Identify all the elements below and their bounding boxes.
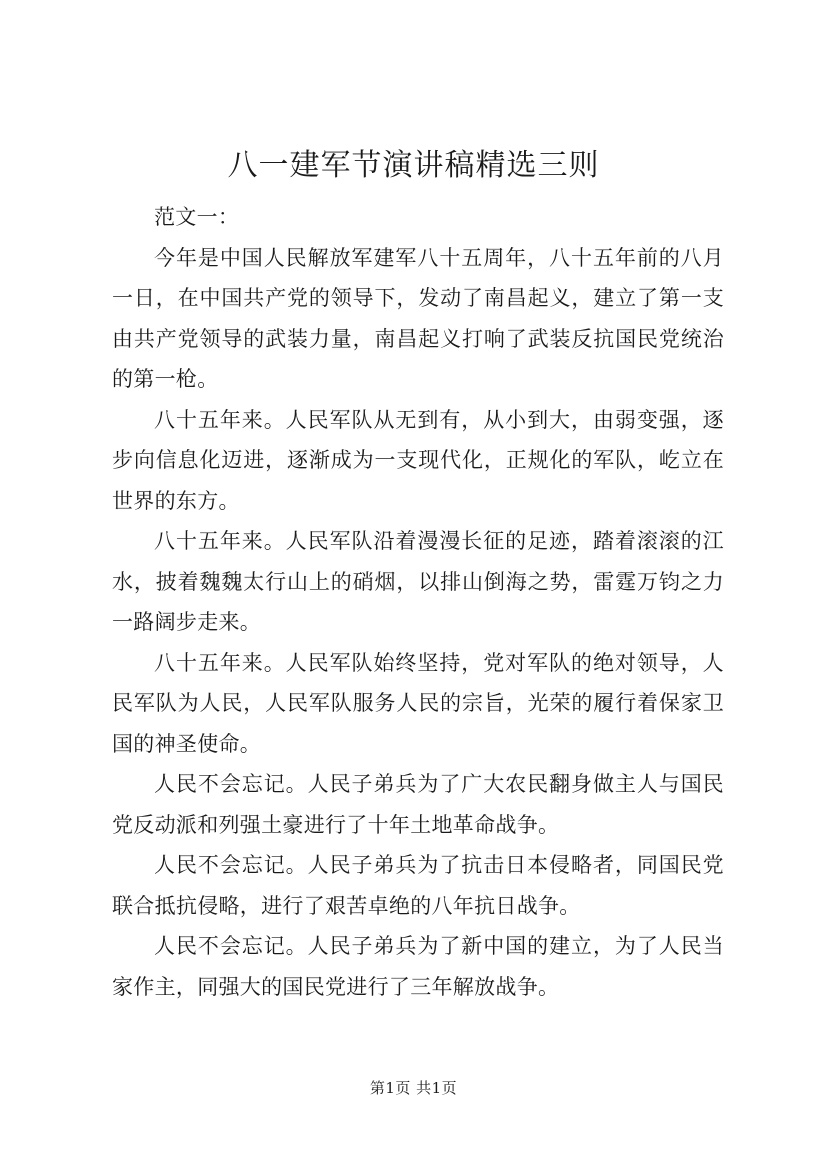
paragraph: 八十五年来。人民军队始终坚持，党对军队的绝对领导，人民军队为人民，人民军队服务人民的宗旨，光荣的履行着保家卫国的神圣使命。 xyxy=(112,650,724,756)
paragraph: 八十五年来。人民军队沿着漫漫长征的足迹，踏着滚滚的江水，披着魏魏太行山上的硝烟，以排山倒海之势，雷霆万钧之力一路阔步走来。 xyxy=(112,529,724,634)
paragraph-heading: 范文一： xyxy=(154,205,240,229)
document-body xyxy=(112,197,724,1007)
paragraph: 八十五年来。人民军队从无到有，从小到大，由弱变强，逐步向信息化迈进，逐渐成为一支现代化，正规化的军队，屹立在世界的东方。 xyxy=(112,407,724,513)
paragraph: 人民不会忘记。人民子弟兵为了新中国的建立，为了人民当家作主，同强大的国民党进行了三年解放战争。 xyxy=(112,934,724,999)
page-footer: 第1页 共1页 xyxy=(369,1079,458,1097)
paragraph: 人民不会忘记。人民子弟兵为了抗击日本侵略者，同国民党联合抵抗侵略，进行了艰苦卓绝的八年抗日战争。 xyxy=(112,853,724,918)
paragraph: 人民不会忘记。人民子弟兵为了广大农民翻身做主人与国民党反动派和列强土豪进行了十年土地革命战争。 xyxy=(112,772,724,837)
document-title: 八一建军节演讲稿精选三则 xyxy=(227,148,600,183)
paragraph: 今年是中国人民解放军建军八十五周年，八十五年前的八月一日，在中国共产党的领导下，发动了南昌起义，建立了第一支由共产党领导的武装力量，南昌起义打响了武装反抗国民党统治的第一枪。 xyxy=(112,245,724,391)
